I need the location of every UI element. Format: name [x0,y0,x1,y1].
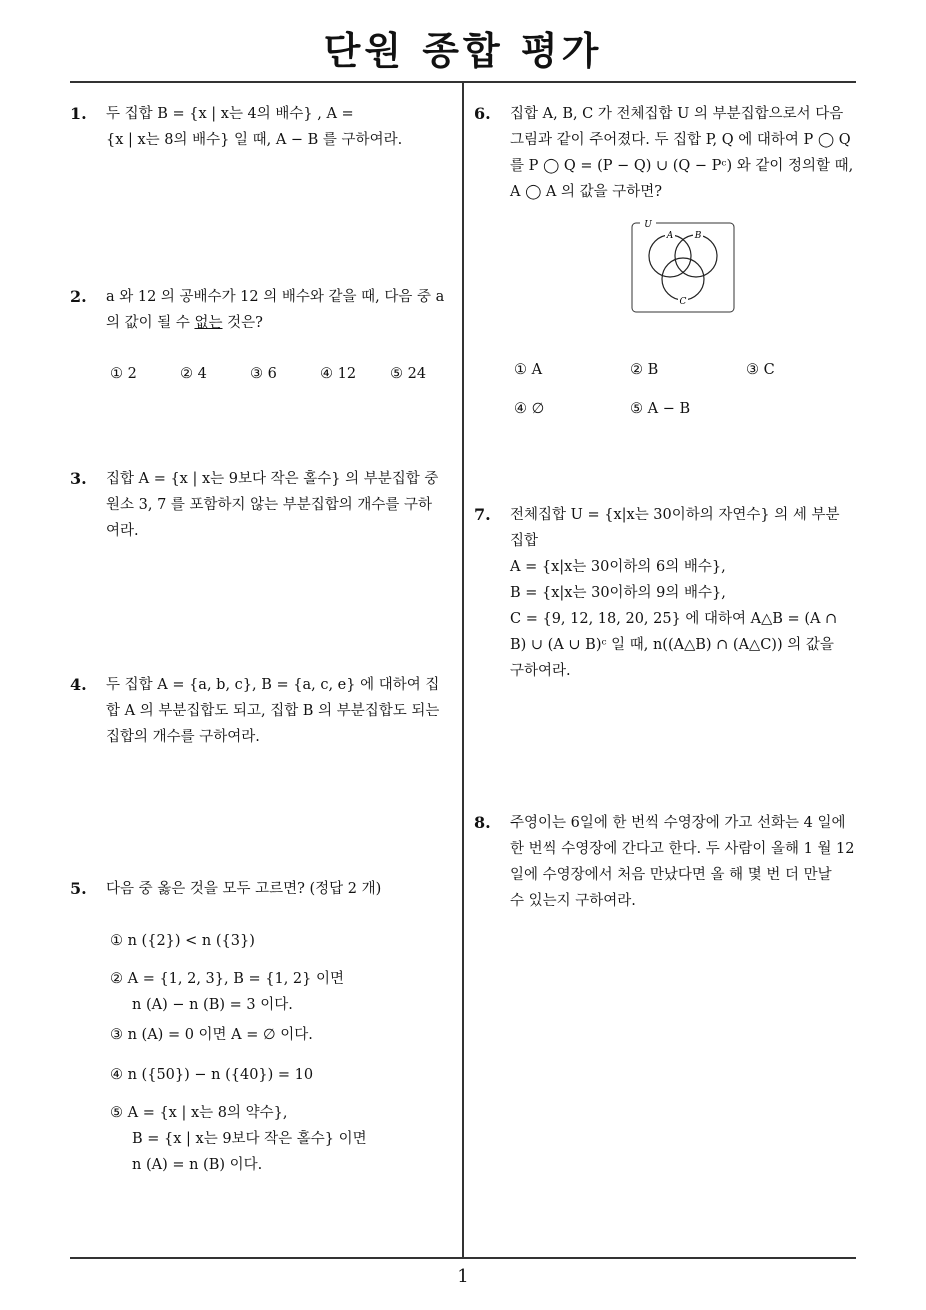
question-number: 2. [70,287,87,306]
choice-3[interactable]: ③ C [746,362,775,378]
question-text: 두 집합 A = {a, b, c}, B = {a, c, e} 에 대하여 집 [106,677,440,693]
option-text: ⑤ A = {x | x는 8의 약수}, [110,1105,288,1121]
question-text: 두 집합 B = {x | x는 4의 배수} , A = [106,106,354,122]
question-text: a 와 12 의 공배수가 12 의 배수와 같을 때, 다음 중 a [106,289,445,305]
choice-2[interactable]: ② B [630,362,659,378]
option-text: B = {x | x는 9보다 작은 홀수} 이면 [132,1131,367,1147]
question-text: B = {x|x는 30이하의 9의 배수}, [510,585,726,601]
option-text: ② A = {1, 2, 3}, B = {1, 2} 이면 [110,971,344,987]
question-number: 8. [474,813,491,832]
venn-label-a: A [666,231,674,241]
choice-5[interactable]: ⑤ A − B [630,401,691,417]
question-5-option-3[interactable] [110,1022,460,1048]
question-text: 집합 A, B, C 가 전체집합 U 의 부분집합으로서 다음 [510,106,844,122]
venn-circle-c [662,258,704,300]
question-number: 4. [70,675,87,694]
question-text: A = {x|x는 30이하의 6의 배수}, [510,559,726,575]
venn-diagram [630,216,736,314]
venn-label-b: B [694,231,702,241]
choice-2[interactable]: ② 4 [180,366,207,382]
option-text: ① n ({2}) < n ({3}) [110,933,255,949]
question-text: 집합 [510,533,539,549]
option-text: n (A) = n (B) 이다. [132,1157,263,1173]
venn-circle-a [649,235,691,277]
question-text: 집합의 개수를 구하여라. [106,729,260,745]
question-text: 전체집합 U = {x|x는 30이하의 자연수} 의 세 부분 [510,507,840,523]
choice-1[interactable]: ① A [514,362,543,378]
choice-4[interactable]: ④ 12 [320,366,357,382]
question-3 [70,466,460,544]
question-text: 주영이는 6일에 한 번씩 수영장에 가고 선화는 4 일에 [510,815,846,831]
column-divider [462,82,464,1258]
question-7 [474,502,858,684]
question-number: 3. [70,469,87,488]
question-text: B) ∪ (A ∪ B)ᶜ 일 때, n((A△B) ∩ (A△C)) 의 값을 [510,637,834,653]
choice-1[interactable]: ① 2 [110,366,137,382]
question-5-option-1[interactable] [110,928,460,954]
page-number: 1 [457,1266,469,1287]
question-text: 것은? [227,315,263,331]
option-text: n (A) − n (B) = 3 이다. [132,997,293,1013]
question-text: 를 P ◯ Q = (P − Q) ∪ (Q − Pᶜ) 와 같이 정의할 때, [510,158,854,174]
option-text: ④ n ({50}) − n ({40}) = 10 [110,1067,314,1083]
question-text: 일에 수영장에서 처음 만났다면 올 해 몇 번 더 만날 [510,867,832,883]
page-title: 단원 종합 평가 [323,29,603,73]
emphasis-underline: 없는 [194,315,223,331]
question-number: 5. [70,879,87,898]
venn-label-u: U [644,220,652,230]
question-5-option-5[interactable] [110,1100,460,1178]
question-text: 수 있는지 구하여라. [510,893,636,909]
question-5 [70,876,460,902]
question-text: 여라. [106,523,139,539]
question-6 [474,101,858,205]
choice-3[interactable]: ③ 6 [250,366,277,382]
question-text: 합 A 의 부분집합도 되고, 집합 B 의 부분집합도 되는 [106,703,440,719]
question-5-option-2[interactable] [110,966,460,1018]
question-5-option-4[interactable] [110,1062,460,1088]
question-number: 6. [474,104,491,123]
question-8 [474,810,858,914]
question-text: 의 값이 될 수 [106,315,190,331]
option-text: ③ n (A) = 0 이면 A = ∅ 이다. [110,1027,313,1043]
choice-4[interactable]: ④ ∅ [514,401,545,417]
choice-5[interactable]: ⑤ 24 [390,366,427,382]
question-number: 7. [474,505,491,524]
question-text: A ◯ A 의 값을 구하면? [510,184,663,200]
question-4 [70,672,460,750]
venn-circle-b [675,235,717,277]
question-text: {x | x는 8의 배수} 일 때, A − B 를 구하여라. [106,132,403,148]
question-text: 다음 중 옳은 것을 모두 고르면? (정답 2 개) [106,881,382,897]
bottom-divider [70,1257,856,1259]
venn-label-c: C [679,297,687,307]
question-text: 한 번씩 수영장에 간다고 한다. 두 사람이 올해 1 월 12 [510,841,855,857]
question-text: C = {9, 12, 18, 20, 25} 에 대하여 A△B = (A ∩ [510,611,838,627]
question-number: 1. [70,104,87,123]
question-2 [70,284,460,336]
question-text: 집합 A = {x | x는 9보다 작은 홀수} 의 부분집합 중 [106,471,439,487]
question-text: 그림과 같이 주어졌다. 두 집합 P, Q 에 대하여 P ◯ Q [510,132,851,148]
question-text: 원소 3, 7 를 포함하지 않는 부분집합의 개수를 구하 [106,497,433,513]
question-text: 구하여라. [510,663,571,679]
question-1 [70,101,460,153]
